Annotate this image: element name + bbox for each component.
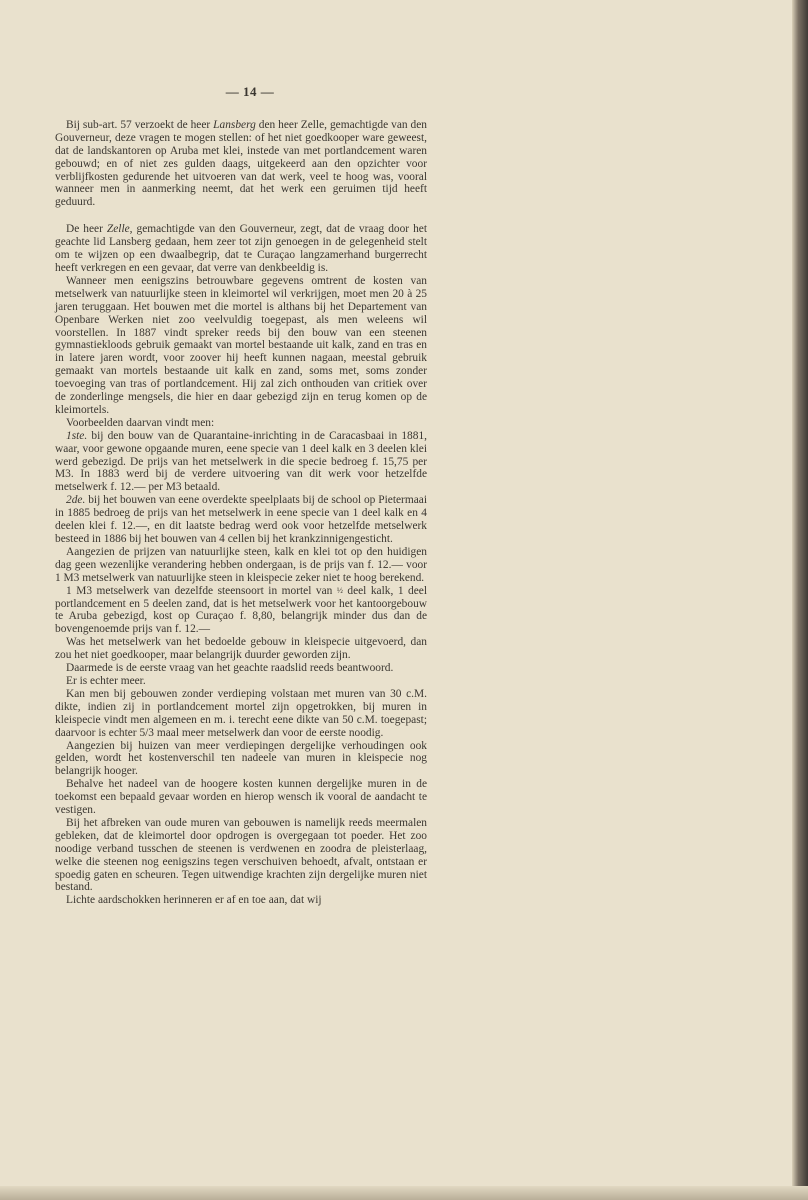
text-run: 1 M3 metselwerk van dezelfde steensoort in mortel van	[66, 584, 337, 597]
paragraph	[55, 494, 427, 546]
page-number: — 14 —	[225, 84, 275, 99]
text-run: Voorbeelden daarvan vindt men:	[66, 416, 215, 429]
text-run: Aangezien bij huizen van meer verdiepingen dergelijke verhoudingen ook gelden, wordt het kostenverschil ten nadeele van muren in kleispecie nog belangrijk hooger.	[55, 739, 427, 778]
body-text	[55, 119, 427, 907]
text-run: Wanneer men eenigszins betrouwbare gegevens omtrent de kosten van metselwerk van natuurlijke steen in kleimortel wil verkrijgen, moet men 20 à 25 jaren teruggaan. Het bouwen met die mortel is althans bij het Departement van Openbare Werken niet zoo veelvuldig toegepast, als men weleens wil voorstellen. In 1887 vindt spreker reeds bij den bouw van een steenen gymnastiekloods gebruik gemaakt van mortel bestaande uit kalk, zand en tras en in latere jaren wordt, voor zoover hij heeft kunnen nagaan, meestal gebruik gemaakt van mortels bestaande uit kalk en zand, soms met, soms zonder toevoeging van tras of portlandcement. Hij zal zich onthouden van critiek over de zonderlinge mengsels, die hier en daar gebezigd zijn en terug komen op de kleimortels.	[55, 274, 427, 416]
paragraph	[55, 740, 427, 779]
paragraph	[55, 223, 427, 275]
text-run: deel kalk, 1 deel portlandcement en 5 deelen zand, dat is het metselwerk voor het kantoorgebouw te Aruba gebezigd, kost op Curaçao f. 8,80, belangrijk minder dus dan de bovengenoemde prijs van f. 12.—	[55, 584, 427, 636]
text-run: bij het bouwen van eene overdekte speelplaats bij de school op Pietermaai in 1885 bedroeg de prijs van het metselwerk in eene specie van 1 deel kalk en 4 deelen klei f. 12.—, en dit laatste bedrag werd ook voor hetzelfde metselwerk besteed in 1886 bij het bouwen van 4 cellen bij het krankzinnigengesticht.	[55, 494, 427, 545]
document-page	[55, 86, 427, 907]
paragraph	[55, 636, 427, 662]
paragraph	[55, 275, 427, 417]
paragraph	[55, 430, 427, 495]
italic-text: 1ste.	[66, 429, 88, 442]
scan-page-edge	[792, 0, 808, 1200]
text-run: Kan men bij gebouwen zonder verdieping volstaan met muren van 30 c.M. dikte, indien zij in portlandcement mortel zijn opgetrokken, bij muren in kleispecie vindt men algemeen en m. i. terecht eene dikte van 50 c.M. toegepast; daarvoor is echter 5/3 maal meer metselwerk dan voor de eerste noodig.	[55, 687, 427, 739]
text-run: Aangezien de prijzen van natuurlijke steen, kalk en klei tot op den huidigen dag geen wezenlijke verandering hebben ondergaan, is de prijs van f. 12.— voor 1 M3 metselwerk van natuurlijke steen in kleispecie zeker niet te hoog berekend.	[55, 545, 427, 584]
fraction-text: ½	[336, 585, 343, 595]
text-run: Lichte aardschokken herinneren er af en toe aan, dat wij	[66, 894, 322, 907]
text-run: den heer Zelle, gemachtigde van den Gouverneur, deze vragen te mogen stellen: of het niet goedkooper ware geweest, dat de landskantoren op Aruba met klei, instede van met portlandcement waren gebouwd; en of niet zes gulden daags, uitgekeerd aan den opzichter voor verblijfkosten gedurende het uitvoeren van dat werk, veel te hoog was, vooral wanneer men in aanmerking neemt, dat het werk een geruimen tijd heeft geduurd.	[55, 118, 427, 209]
paragraph	[55, 417, 427, 430]
paragraph	[55, 778, 427, 817]
paragraph	[55, 894, 427, 907]
text-run: bij den bouw van de Quarantaine-inrichting in de Caracasbaai in 1881, waar, voor gewone opgaande muren, eene specie van 1 deel kalk en 3 deelen klei werd gebezigd. De prijs van het metselwerk in die specie bedroeg f. 15,75 per M3. In 1883 werd bij de verdere uitvoering van dit werk voor hetzelfde metselwerk f. 12.— per M3 betaald.	[55, 429, 427, 494]
paragraph	[55, 688, 427, 740]
text-run: Behalve het nadeel van de hoogere kosten kunnen dergelijke muren in de toekomst een bepaald gevaar worden en hierop wensch ik vooral de aandacht te vestigen.	[55, 778, 427, 817]
paragraph	[55, 585, 427, 637]
text-run: Bij het afbreken van oude muren van gebouwen is namelijk reeds meermalen gebleken, dat de kleimortel door opdrogen is overgegaan tot poeder. Het zoo noodige verband tusschen de steenen is verdwenen en zoodra de pleisterlaag, welke die steenen nog eenigszins tegen verschuiven behoedt, afvalt, ontstaan er spoedig gaten en scheuren. Tegen uitwendige krachten zijn dergelijke muren niet bestand.	[55, 816, 427, 894]
italic-text: Lansberg	[213, 118, 256, 131]
paragraph	[55, 662, 427, 675]
text-run: Daarmede is de eerste vraag van het geachte raadslid reeds beantwoord.	[66, 662, 394, 675]
text-run: Bij sub-art. 57 verzoekt de heer	[66, 118, 214, 131]
text-run: gemachtigde van den Gouverneur, zegt, dat de vraag door het geachte lid Lansberg gedaan, hem zeer tot zijn genoegen in de gelegenheid stelt om te wijzen op een dwaalbegrip, dat te Curaçao langzamerhand burgerrecht heeft verkregen en een gevaar, dat verre van denkbeeldig is.	[55, 223, 427, 274]
italic-text: 2de.	[66, 494, 86, 507]
text-run: De heer	[66, 223, 107, 236]
italic-text: Zelle,	[106, 223, 133, 236]
paragraph	[55, 119, 427, 209]
paragraph	[55, 546, 427, 585]
paragraph	[55, 817, 427, 894]
text-run: Er is echter meer.	[66, 674, 146, 687]
paragraph	[55, 675, 427, 688]
scan-bottom-edge	[0, 1186, 808, 1200]
text-run: Was het metselwerk van het bedoelde gebouw in kleispecie uitgevoerd, dan zou het niet goedkooper, maar belangrijk duurder geworden zijn.	[55, 636, 427, 662]
